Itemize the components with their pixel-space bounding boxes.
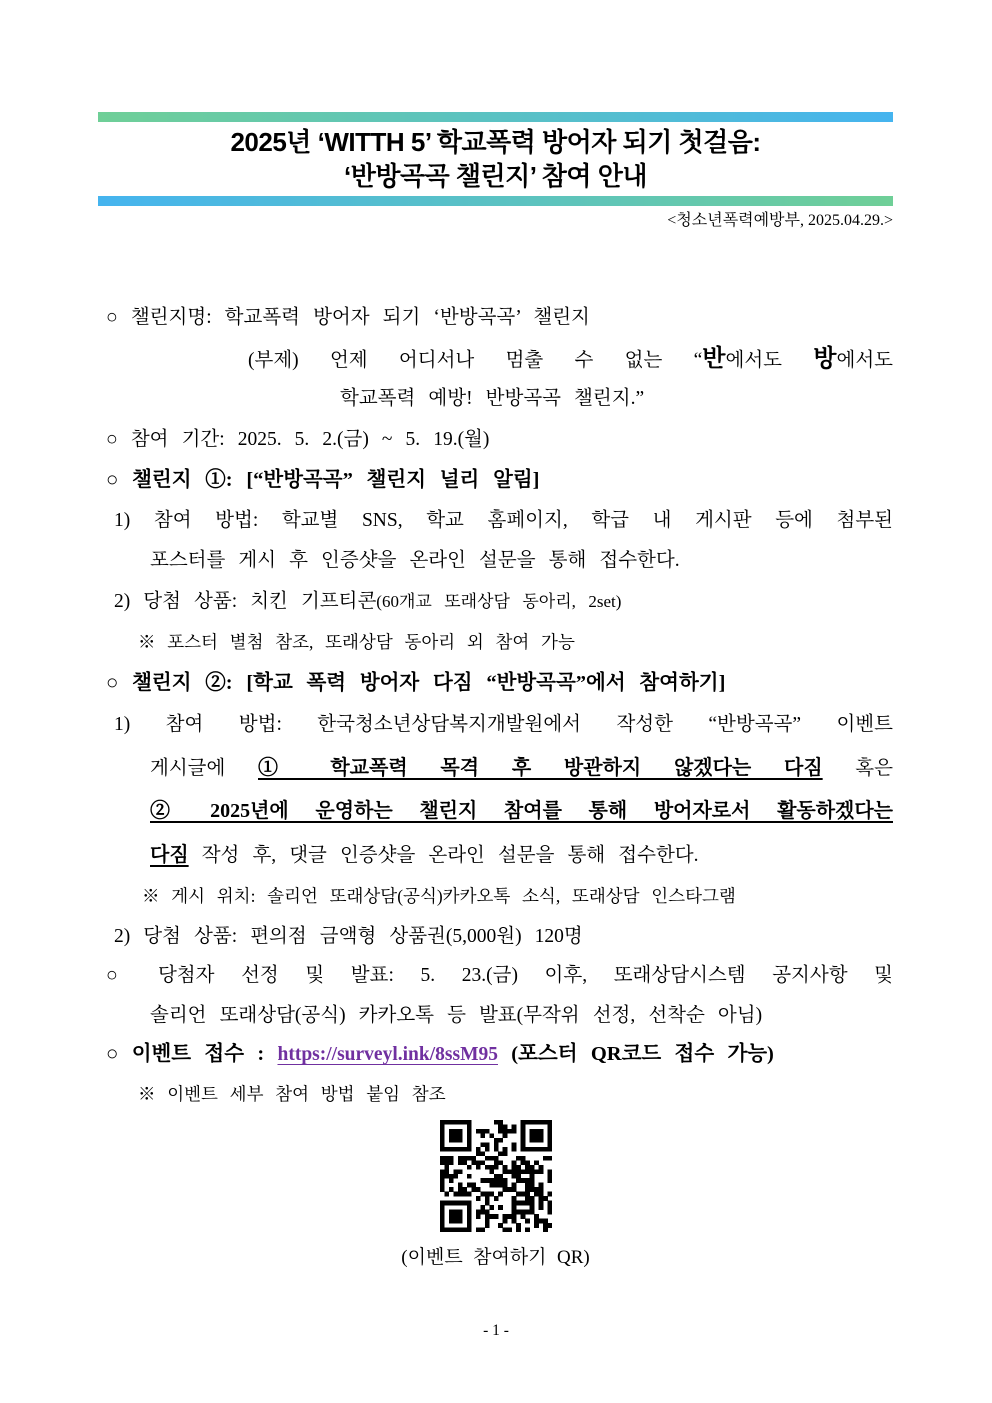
subtitle-pre: (부제) 언제 어디서나 멈출 수 없는 “ <box>248 349 703 371</box>
subtitle-ban-bold: 반 <box>702 345 726 372</box>
document-content <box>98 112 893 1269</box>
challenge2-method-line-4 <box>98 834 893 878</box>
challenge1-note: ※ 포스터 별첨 참조, 또래상담 동아리 외 참여 가능 <box>138 632 575 652</box>
subtitle-mid: 에서도 <box>725 349 814 371</box>
page-number: - 1 - <box>483 1322 509 1339</box>
period-line: ○ 참여 기간: 2025. 5. 2.(금) ~ 5. 19.(월) <box>106 428 490 450</box>
challenge2-method-line-2 <box>98 747 893 791</box>
document-body <box>98 298 893 1269</box>
challenge2-note: ※ 게시 위치: 솔리언 또래상담(공식)카카오톡 소식, 또래상담 인스타그램 <box>142 886 736 906</box>
challenge2-method-line-3 <box>98 790 893 834</box>
pledge-closing: 작성 후, 댓글 인증샷을 온라인 설문을 통해 접수한다. <box>188 844 699 866</box>
document-title <box>98 125 893 193</box>
challenge1-method-line-1: 1) 참여 방법: 학교별 SNS, 학교 홈페이지, 학급 내 게시판 등에 첨부된 <box>114 509 893 531</box>
source-note: <청소년폭력예방부, 2025.04.29.> <box>667 212 893 229</box>
challenge1-prize-paren: (60개교 또래상담 동아리, 2set) <box>376 591 622 611</box>
event-submit-line <box>98 1035 893 1075</box>
challenge1-prize-main: 2) 당첨 상품: 치킨 기프티콘 <box>114 590 377 612</box>
title-bottom-bar <box>98 196 893 206</box>
subtitle-line-1 <box>98 339 893 380</box>
qr-code-image <box>440 1120 552 1232</box>
challenge1-prize-line <box>98 582 893 623</box>
event-submit-label: ○ 이벤트 접수 : <box>106 1043 278 1065</box>
survey-link[interactable]: https://surveyl.ink/8ssM95 <box>277 1044 498 1065</box>
pledge-2-underlined: ② 2025년에 운영하는 챌린지 참여를 통해 방어자로서 활동하겠다는 <box>150 800 893 822</box>
pledge-2-underlined-tail: 다짐 <box>150 843 189 866</box>
event-detail-note: ※ 이벤트 세부 참여 방법 붙임 참조 <box>138 1083 446 1104</box>
title-top-bar <box>98 112 893 122</box>
subtitle-post: 에서도 <box>836 349 893 371</box>
winner-line-2: 솔리언 또래상담(공식) 카카오톡 등 발표(무작위 선정, 선착순 아님) <box>150 1004 763 1026</box>
challenge2-heading: ○ 챌린지 ②: [학교 폭력 방어자 다짐 “반방곡곡”에서 참여하기] <box>106 671 726 694</box>
title-line-1: 2025년 ‘WITTH 5’ 학교폭력 방어자 되기 첫걸음: <box>230 127 761 157</box>
pledge-or: 혹은 <box>822 757 893 779</box>
subtitle-line-2: 학교폭력 예방! 반방곡곡 챌린지.” <box>340 388 645 409</box>
challenge2-method-line-1: 1) 참여 방법: 한국청소년상담복지개발원에서 작성한 “반방곡곡” 이벤트 <box>114 714 893 735</box>
challenge2-prize-line: 2) 당첨 상품: 편의점 금액형 상품권(5,000원) 120명 <box>114 925 583 947</box>
challenge1-method-line-2: 포스터를 게시 후 인증샷을 온라인 설문을 통해 접수한다. <box>150 550 680 571</box>
challenge-name-line: ○ 챌린지명: 학교폭력 방어자 되기 ‘반방곡곡’ 챌린지 <box>106 307 590 328</box>
event-submit-note: (포스터 QR코드 접수 가능) <box>497 1043 774 1065</box>
subtitle-bang-bold: 방 <box>813 345 837 372</box>
pledge-1-underlined: ① 학교폭력 목격 후 방관하지 않겠다는 다짐 <box>258 756 823 779</box>
winner-line-1: ○ 당첨자 선정 및 발표: 5. 23.(금) 이후, 또래상담시스템 공지사항 및 <box>106 965 893 986</box>
qr-code <box>440 1120 552 1232</box>
qr-caption: (이벤트 참여하기 QR) <box>401 1247 590 1268</box>
title-line-2: ‘반방곡곡 챌린지’ 참여 안내 <box>344 161 647 191</box>
challenge1-heading: ○ 챌린지 ①: [“반방곡곡” 챌린지 널리 알림] <box>106 469 540 491</box>
pledge-pre: 게시글에 <box>150 757 258 779</box>
